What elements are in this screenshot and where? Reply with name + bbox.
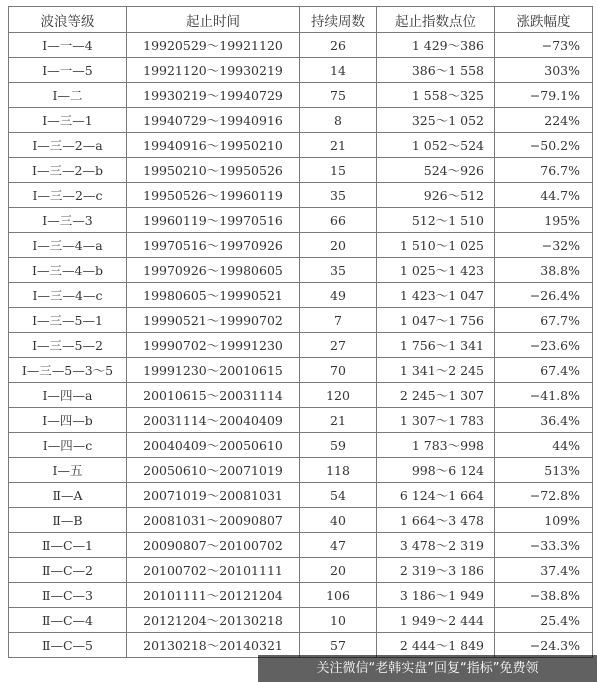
change-cell: 303% <box>495 58 593 83</box>
weeks-cell: 70 <box>300 358 377 383</box>
period-cell: 20090807～20100702 <box>127 533 300 558</box>
weeks-cell: 15 <box>300 158 377 183</box>
wave-table-container <box>8 6 592 658</box>
weeks-cell: 120 <box>300 383 377 408</box>
index-points-cell: 1 429～386 <box>377 33 495 58</box>
weeks-cell: 57 <box>300 633 377 658</box>
table-row <box>9 283 593 308</box>
period-cell: 19970926～19980605 <box>127 258 300 283</box>
wave-level-cell: Ⅰ—三—5—3～5 <box>9 358 127 383</box>
wave-level-cell: Ⅱ—C—3 <box>9 583 127 608</box>
weeks-cell: 20 <box>300 233 377 258</box>
weeks-cell: 27 <box>300 333 377 358</box>
index-points-cell: 3 478～2 319 <box>377 533 495 558</box>
table-body <box>9 33 593 658</box>
wave-level-cell: Ⅰ—三—4—a <box>9 233 127 258</box>
period-cell: 20050610～20071019 <box>127 458 300 483</box>
index-points-cell: 1 307～1 783 <box>377 408 495 433</box>
table-row <box>9 633 593 658</box>
wave-level-cell: Ⅰ—一—4 <box>9 33 127 58</box>
table-header-row <box>9 7 593 33</box>
weeks-cell: 66 <box>300 208 377 233</box>
weeks-cell: 14 <box>300 58 377 83</box>
change-cell: −50.2% <box>495 133 593 158</box>
index-points-cell: 1 341～2 245 <box>377 358 495 383</box>
header-change: 涨跌幅度 <box>495 7 593 33</box>
table-row <box>9 308 593 333</box>
header-weeks: 持续周数 <box>300 7 377 33</box>
weeks-cell: 10 <box>300 608 377 633</box>
index-points-cell: 1 558～325 <box>377 83 495 108</box>
period-cell: 20031114～20040409 <box>127 408 300 433</box>
period-cell: 19970516～19970926 <box>127 233 300 258</box>
index-points-cell: 1 756～1 341 <box>377 333 495 358</box>
period-cell: 20130218～20140321 <box>127 633 300 658</box>
table-row <box>9 608 593 633</box>
change-cell: −23.6% <box>495 333 593 358</box>
header-wave-level: 波浪等级 <box>9 7 127 33</box>
header-index-points: 起止指数点位 <box>377 7 495 33</box>
weeks-cell: 35 <box>300 258 377 283</box>
table-row <box>9 233 593 258</box>
wave-level-cell: Ⅰ—三—3 <box>9 208 127 233</box>
table-row <box>9 483 593 508</box>
period-cell: 19991230～20010615 <box>127 358 300 383</box>
index-points-cell: 524～926 <box>377 158 495 183</box>
weeks-cell: 49 <box>300 283 377 308</box>
change-cell: −38.8% <box>495 583 593 608</box>
wave-table <box>8 6 593 658</box>
weeks-cell: 47 <box>300 533 377 558</box>
table-row <box>9 433 593 458</box>
table-row <box>9 183 593 208</box>
index-points-cell: 386～1 558 <box>377 58 495 83</box>
table-row <box>9 33 593 58</box>
change-cell: 36.4% <box>495 408 593 433</box>
period-cell: 19960119～19970516 <box>127 208 300 233</box>
table-row <box>9 383 593 408</box>
change-cell: 25.4% <box>495 608 593 633</box>
period-cell: 19940729～19940916 <box>127 108 300 133</box>
change-cell: −41.8% <box>495 383 593 408</box>
change-cell: 513% <box>495 458 593 483</box>
change-cell: 76.7% <box>495 158 593 183</box>
period-cell: 19920529～19921120 <box>127 33 300 58</box>
period-cell: 19921120～19930219 <box>127 58 300 83</box>
wave-level-cell: Ⅰ—三—4—c <box>9 283 127 308</box>
change-cell: −26.4% <box>495 283 593 308</box>
change-cell: −73% <box>495 33 593 58</box>
change-cell: −24.3% <box>495 633 593 658</box>
change-cell: 38.8% <box>495 258 593 283</box>
wave-level-cell: Ⅰ—三—2—a <box>9 133 127 158</box>
weeks-cell: 26 <box>300 33 377 58</box>
wave-level-cell: Ⅰ—三—1 <box>9 108 127 133</box>
change-cell: −79.1% <box>495 83 593 108</box>
weeks-cell: 21 <box>300 133 377 158</box>
wave-level-cell: Ⅰ—一—5 <box>9 58 127 83</box>
wave-level-cell: Ⅱ—B <box>9 508 127 533</box>
wave-level-cell: Ⅱ—C—4 <box>9 608 127 633</box>
index-points-cell: 2 245～1 307 <box>377 383 495 408</box>
index-points-cell: 1 052～524 <box>377 133 495 158</box>
table-row <box>9 333 593 358</box>
index-points-cell: 2 444～1 849 <box>377 633 495 658</box>
table-row <box>9 408 593 433</box>
table-row <box>9 558 593 583</box>
period-cell: 20040409～20050610 <box>127 433 300 458</box>
index-points-cell: 1 510～1 025 <box>377 233 495 258</box>
period-cell: 19950210～19950526 <box>127 158 300 183</box>
wave-level-cell: Ⅰ—四—a <box>9 383 127 408</box>
index-points-cell: 2 319～3 186 <box>377 558 495 583</box>
change-cell: 67.7% <box>495 308 593 333</box>
table-row <box>9 108 593 133</box>
wave-level-cell: Ⅱ—C—2 <box>9 558 127 583</box>
change-cell: −33.3% <box>495 533 593 558</box>
change-cell: 109% <box>495 508 593 533</box>
change-cell: 224% <box>495 108 593 133</box>
change-cell: 44% <box>495 433 593 458</box>
table-row <box>9 258 593 283</box>
index-points-cell: 1 423～1 047 <box>377 283 495 308</box>
weeks-cell: 35 <box>300 183 377 208</box>
period-cell: 19940916～19950210 <box>127 133 300 158</box>
index-points-cell: 1 664～3 478 <box>377 508 495 533</box>
watermark-banner: 关注微信“老韩实盘”回复“指标”免费领 <box>258 655 597 682</box>
period-cell: 19990702～19991230 <box>127 333 300 358</box>
weeks-cell: 40 <box>300 508 377 533</box>
weeks-cell: 54 <box>300 483 377 508</box>
index-points-cell: 926～512 <box>377 183 495 208</box>
index-points-cell: 325～1 052 <box>377 108 495 133</box>
period-cell: 19980605～19990521 <box>127 283 300 308</box>
weeks-cell: 7 <box>300 308 377 333</box>
wave-level-cell: Ⅰ—四—b <box>9 408 127 433</box>
wave-level-cell: Ⅱ—C—5 <box>9 633 127 658</box>
wave-level-cell: Ⅰ—三—2—c <box>9 183 127 208</box>
weeks-cell: 59 <box>300 433 377 458</box>
table-row <box>9 158 593 183</box>
change-cell: −72.8% <box>495 483 593 508</box>
table-row <box>9 358 593 383</box>
table-row <box>9 533 593 558</box>
change-cell: −32% <box>495 233 593 258</box>
weeks-cell: 21 <box>300 408 377 433</box>
wave-level-cell: Ⅰ—四—c <box>9 433 127 458</box>
wave-level-cell: Ⅰ—二 <box>9 83 127 108</box>
wave-level-cell: Ⅰ—三—5—1 <box>9 308 127 333</box>
wave-level-cell: Ⅰ—三—5—2 <box>9 333 127 358</box>
period-cell: 20010615～20031114 <box>127 383 300 408</box>
period-cell: 19950526～19960119 <box>127 183 300 208</box>
index-points-cell: 1 783～998 <box>377 433 495 458</box>
index-points-cell: 998～6 124 <box>377 458 495 483</box>
change-cell: 44.7% <box>495 183 593 208</box>
weeks-cell: 20 <box>300 558 377 583</box>
index-points-cell: 1 025～1 423 <box>377 258 495 283</box>
table-row <box>9 58 593 83</box>
period-cell: 20081031～20090807 <box>127 508 300 533</box>
period-cell: 20071019～20081031 <box>127 483 300 508</box>
wave-level-cell: Ⅰ—五 <box>9 458 127 483</box>
period-cell: 20101111～20121204 <box>127 583 300 608</box>
period-cell: 20121204～20130218 <box>127 608 300 633</box>
wave-level-cell: Ⅰ—三—2—b <box>9 158 127 183</box>
period-cell: 19990521～19990702 <box>127 308 300 333</box>
table-row <box>9 583 593 608</box>
change-cell: 37.4% <box>495 558 593 583</box>
weeks-cell: 75 <box>300 83 377 108</box>
table-row <box>9 83 593 108</box>
table-row <box>9 208 593 233</box>
wave-level-cell: Ⅱ—A <box>9 483 127 508</box>
period-cell: 19930219～19940729 <box>127 83 300 108</box>
table-row <box>9 133 593 158</box>
table-row <box>9 508 593 533</box>
weeks-cell: 118 <box>300 458 377 483</box>
header-period: 起止时间 <box>127 7 300 33</box>
weeks-cell: 106 <box>300 583 377 608</box>
wave-level-cell: Ⅰ—三—4—b <box>9 258 127 283</box>
wave-level-cell: Ⅱ—C—1 <box>9 533 127 558</box>
index-points-cell: 512～1 510 <box>377 208 495 233</box>
change-cell: 195% <box>495 208 593 233</box>
index-points-cell: 6 124～1 664 <box>377 483 495 508</box>
index-points-cell: 1 949～2 444 <box>377 608 495 633</box>
weeks-cell: 8 <box>300 108 377 133</box>
index-points-cell: 3 186～1 949 <box>377 583 495 608</box>
period-cell: 20100702～20101111 <box>127 558 300 583</box>
change-cell: 67.4% <box>495 358 593 383</box>
index-points-cell: 1 047～1 756 <box>377 308 495 333</box>
table-row <box>9 458 593 483</box>
